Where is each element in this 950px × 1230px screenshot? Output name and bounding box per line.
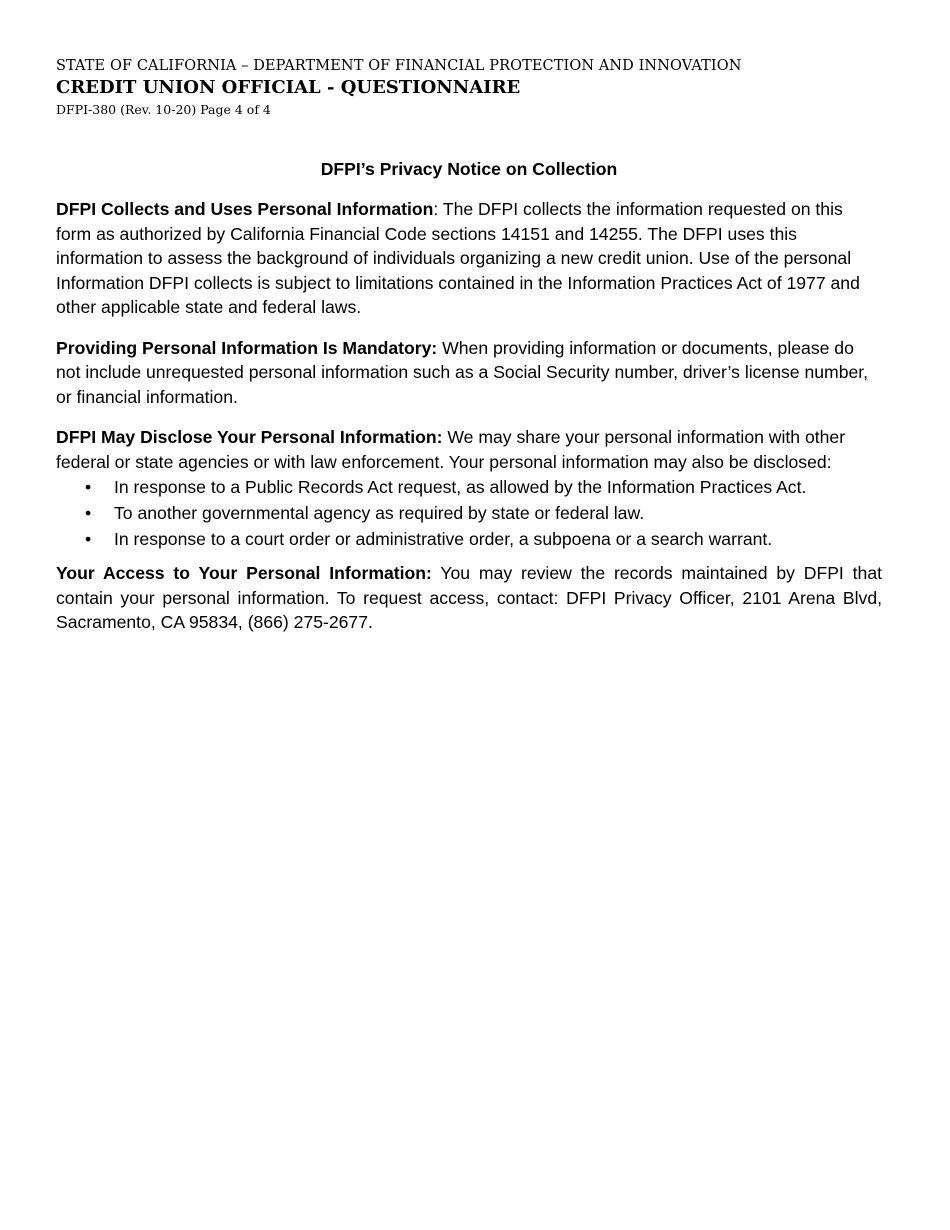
list-item-text: In response to a Public Records Act request, as allowed by the Information Practices Act.: [114, 477, 807, 497]
list-item-text: In response to a court order or administrative order, a subpoena or a search warrant.: [114, 529, 773, 549]
list-item: [56, 500, 882, 526]
body-collects-uses: The DFPI collects the information requested on this form as authorized by California Financial Code sections 14151 and 14255. The DFPI uses this information to assess the background of individuals organizing a new credit union. Use of the personal Information DFPI collects is subject to limitations contained in the Information Practices Act of 1977 and other applicable state and federal laws.: [56, 199, 860, 317]
body-disclose: We may share your personal information with other federal or state agencies or with law enforcement. Your personal information may also be disclosed:: [56, 427, 846, 472]
heading-disclose: DFPI May Disclose Your Personal Information:: [56, 427, 443, 447]
list-item: [56, 526, 882, 552]
form-number-page: DFPI-380 (Rev. 10-20) Page 4 of 4: [56, 102, 271, 117]
paragraph-access: [56, 561, 882, 635]
bullet-icon: •: [85, 529, 92, 549]
agency-name: STATE OF CALIFORNIA – DEPARTMENT OF FINANCIAL PROTECTION AND INNOVATION: [56, 58, 742, 74]
notice-title: DFPI’s Privacy Notice on Collection: [320, 159, 618, 179]
body-access: You may review the records maintained by DFPI that contain your personal information. To request access, contact: DFPI Privacy Officer, 2101 Arena Blvd, Sacramento, CA 95834, (866) 275-2677.: [56, 563, 882, 632]
bullet-icon: •: [85, 503, 92, 523]
form-header: [56, 56, 741, 120]
body-mandatory: When providing information or documents, please do not include unrequested personal information such as a Social Security number, driver’s license number, or financial information.: [56, 337, 869, 407]
paragraph-disclose: [56, 425, 882, 474]
privacy-notice: [56, 157, 882, 651]
list-item: [56, 474, 882, 500]
heading-access: Your Access to Your Personal Information:: [56, 563, 432, 583]
heading-collects-uses: DFPI Collects and Uses Personal Information: [56, 199, 434, 219]
list-item-text: To another governmental agency as required by state or federal law.: [114, 503, 645, 523]
heading-collects-uses-colon: :: [433, 199, 439, 219]
heading-mandatory: Providing Personal Information Is Mandatory:: [56, 337, 438, 358]
bullet-icon: •: [85, 477, 92, 497]
paragraph-collects-uses: [56, 197, 882, 320]
paragraph-mandatory: [56, 336, 882, 410]
disclosure-list: [56, 474, 882, 552]
form-title: CREDIT UNION OFFICIAL - QUESTIONNAIRE: [56, 77, 521, 98]
